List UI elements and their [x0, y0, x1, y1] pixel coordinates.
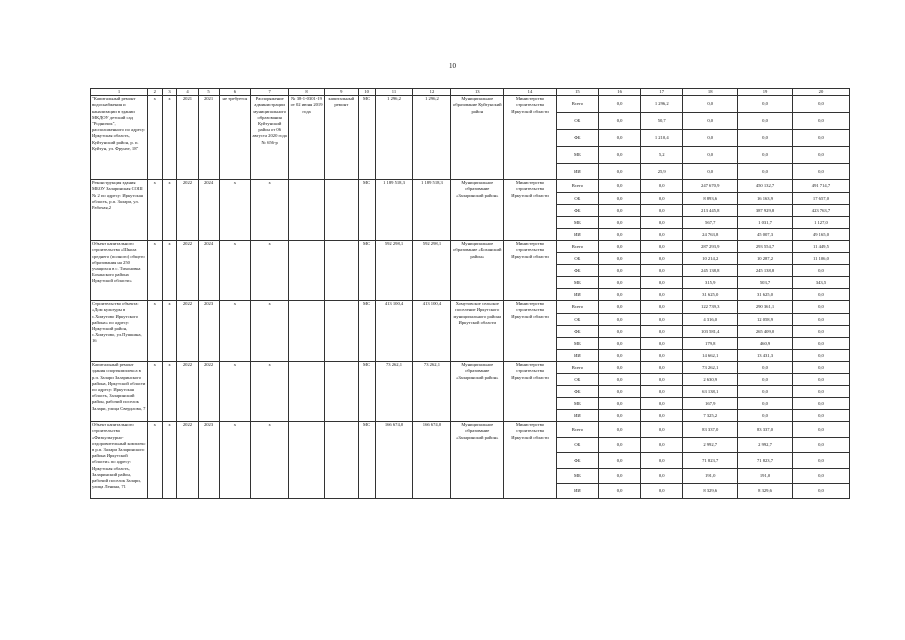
value-cell: 31 625,0	[683, 289, 738, 301]
source-cell: ФБ	[556, 453, 598, 469]
project-cell-c6: х	[219, 301, 251, 362]
value-cell: 2 630,9	[683, 374, 738, 386]
column-number: 12	[413, 89, 451, 96]
project-cell-c10: МС	[358, 362, 375, 422]
project-cell-c11: 413 100,4	[375, 301, 413, 362]
value-cell: 71 823,7	[683, 453, 738, 469]
project-cell-c13: Муниципальное образование «Заларинский район»	[451, 362, 504, 422]
value-cell: 122 739,3	[683, 301, 738, 314]
value-cell: 191,0	[683, 469, 738, 484]
project-cell-c8	[289, 362, 325, 422]
column-number: 6	[219, 89, 251, 96]
value-cell: 0,0	[792, 301, 849, 314]
value-cell: 0,0	[641, 350, 683, 362]
project-cell-c2: х	[147, 241, 162, 301]
project-cell-c14: Министерство строительства Иркутской области	[504, 422, 557, 499]
value-cell: 0,0	[641, 326, 683, 338]
value-cell: 0,0	[683, 130, 738, 147]
value-cell: 49 165,0	[792, 229, 849, 241]
value-cell: 0,0	[792, 453, 849, 469]
value-cell: 191,0	[738, 469, 793, 484]
value-cell: 0,0	[738, 96, 793, 113]
value-cell: 0,0	[792, 398, 849, 410]
project-cell-c6: х	[219, 362, 251, 422]
project-cell-c10: МС	[358, 96, 375, 180]
project-cell-c5: 2023	[198, 422, 219, 499]
project-cell-c4: 2022	[177, 422, 198, 499]
value-cell: 0,0	[792, 362, 849, 374]
project-cell-c9	[324, 241, 358, 301]
column-number: 10	[358, 89, 375, 96]
column-number: 16	[598, 89, 640, 96]
projects-table	[90, 88, 850, 499]
value-cell: 0,0	[598, 253, 640, 265]
project-cell-c14: Министерство строительства Иркутской области	[504, 241, 557, 301]
value-cell: 0,0	[792, 130, 849, 147]
value-cell: 0,0	[641, 469, 683, 484]
value-cell: 31 625,0	[738, 289, 793, 301]
project-cell-c5: 2024	[198, 241, 219, 301]
value-cell: 0,0	[738, 398, 793, 410]
project-cell-c2: х	[147, 422, 162, 499]
source-cell: ОБ	[556, 113, 598, 130]
project-cell-c12: 73 262,1	[413, 362, 451, 422]
value-cell: 423 763,7	[792, 205, 849, 217]
project-name-cell: Строительство объекта: «Дом культуры в с.Хомутово Иркутского района» по адресу: Иркутский район, с.Хомутово, ул.Пушкина, 16	[91, 301, 148, 362]
project-cell-c7: х	[251, 180, 289, 241]
project-cell-c9	[324, 422, 358, 499]
project-cell-c4: 2022	[177, 180, 198, 241]
value-cell: 0,0	[792, 326, 849, 338]
value-cell: 0,0	[641, 180, 683, 193]
value-cell: 0,0	[738, 113, 793, 130]
value-cell: 1 210,4	[641, 130, 683, 147]
value-cell: 167,9	[683, 398, 738, 410]
value-cell: 0,0	[598, 147, 640, 164]
value-cell: 0,0	[792, 265, 849, 277]
project-cell-c14: Министерство строительства Иркутской области	[504, 362, 557, 422]
project-cell-c6: х	[219, 241, 251, 301]
value-cell: 24 763,8	[683, 229, 738, 241]
column-number: 4	[177, 89, 198, 96]
column-number: 3	[162, 89, 177, 96]
source-cell: ОБ	[556, 253, 598, 265]
column-number: 7	[251, 89, 289, 96]
project-cell-c5: 2021	[198, 96, 219, 180]
project-cell-c13: Муниципальное образование «Боханский район»	[451, 241, 504, 301]
source-cell: ИИ	[556, 164, 598, 180]
project-cell-c11: 73 262,1	[375, 362, 413, 422]
value-cell: 0,0	[738, 362, 793, 374]
project-cell-c9	[324, 180, 358, 241]
value-cell: 0,0	[598, 180, 640, 193]
value-cell: 14 662,1	[683, 350, 738, 362]
value-cell: 0,0	[792, 438, 849, 453]
project-cell-c11: 166 674,0	[375, 422, 413, 499]
project-cell-c12: 592 298,1	[413, 241, 451, 301]
value-cell: 0,0	[738, 386, 793, 398]
source-cell: ФБ	[556, 205, 598, 217]
value-cell: 0,0	[641, 229, 683, 241]
value-cell: 179,8	[683, 338, 738, 350]
project-cell-c11: 1 296,2	[375, 96, 413, 180]
value-cell: 0,0	[641, 277, 683, 289]
source-cell: ИИ	[556, 289, 598, 301]
value-cell: 0,0	[598, 453, 640, 469]
value-cell: 63 138,1	[683, 386, 738, 398]
project-name-cell: Реконструкция здания МБОУ Заларинская СОШ № 2 по адресу: Иркутская область, р.п. Залари, ул. Рабочая,2	[91, 180, 148, 241]
value-cell: 0,0	[738, 147, 793, 164]
project-cell-c7: х	[251, 301, 289, 362]
column-number: 19	[738, 89, 793, 96]
value-cell: 0,0	[598, 326, 640, 338]
source-cell: Всего	[556, 422, 598, 438]
value-cell: 13 431,3	[738, 350, 793, 362]
source-cell: ФБ	[556, 265, 598, 277]
value-cell: 0,0	[641, 386, 683, 398]
column-number: 2	[147, 89, 162, 96]
value-cell: 0,0	[641, 217, 683, 229]
source-cell: Всего	[556, 96, 598, 113]
project-cell-c13: Хомутовское сельское поселение Иркутского муниципального района Иркутской области	[451, 301, 504, 362]
value-cell: 17 657,0	[792, 193, 849, 205]
value-cell: 0,0	[641, 241, 683, 253]
value-cell: 343,5	[792, 277, 849, 289]
value-cell: 0,0	[641, 265, 683, 277]
value-cell: 10 287,2	[738, 253, 793, 265]
value-cell: 4 316,0	[683, 314, 738, 326]
value-cell: 1 296,2	[641, 96, 683, 113]
project-cell-c2: х	[147, 362, 162, 422]
project-cell-c10: МС	[358, 180, 375, 241]
value-cell: 0,0	[738, 410, 793, 422]
value-cell: 0,0	[598, 338, 640, 350]
value-cell: 0,0	[598, 350, 640, 362]
value-cell: 0,0	[598, 217, 640, 229]
value-cell: 0,0	[641, 362, 683, 374]
project-cell-c9: капитальный ремонт	[324, 96, 358, 180]
value-cell: 0,0	[792, 484, 849, 499]
value-cell: 0,0	[598, 130, 640, 147]
value-cell: 0,0	[792, 410, 849, 422]
column-number: 5	[198, 89, 219, 96]
project-cell-c3: х	[162, 241, 177, 301]
project-cell-c4: 2022	[177, 362, 198, 422]
project-cell-c8	[289, 241, 325, 301]
project-cell-c13: Муниципальное образование Куйтунский район	[451, 96, 504, 180]
value-cell: 245 138,8	[683, 265, 738, 277]
column-number: 11	[375, 89, 413, 96]
value-cell: 103 581,4	[683, 326, 738, 338]
project-cell-c11: 592 298,1	[375, 241, 413, 301]
value-cell: 0,0	[792, 386, 849, 398]
source-cell: Всего	[556, 180, 598, 193]
value-cell: 0,0	[792, 469, 849, 484]
value-cell: 12 058,9	[738, 314, 793, 326]
value-cell: 0,0	[792, 422, 849, 438]
value-cell: 0,0	[598, 386, 640, 398]
value-cell: 8 329,6	[738, 484, 793, 499]
column-number: 9	[324, 89, 358, 96]
table-row	[91, 362, 850, 374]
project-cell-c5: 2023	[198, 301, 219, 362]
source-cell: МБ	[556, 217, 598, 229]
project-cell-c14: Министерство строительства Иркутской области	[504, 301, 557, 362]
value-cell: 0,0	[792, 164, 849, 180]
value-cell: 16 163,9	[738, 193, 793, 205]
value-cell: 290 361,1	[738, 301, 793, 314]
project-cell-c2: х	[147, 301, 162, 362]
value-cell: 0,0	[598, 289, 640, 301]
project-cell-c6: не требуется	[219, 96, 251, 180]
source-cell: МБ	[556, 469, 598, 484]
value-cell: 503,7	[738, 277, 793, 289]
source-cell: МБ	[556, 338, 598, 350]
value-cell: 83 337,0	[683, 422, 738, 438]
value-cell: 0,0	[641, 374, 683, 386]
project-cell-c12: 166 674,0	[413, 422, 451, 499]
project-cell-c5: 2024	[198, 180, 219, 241]
column-number: 17	[641, 89, 683, 96]
source-cell: МБ	[556, 277, 598, 289]
value-cell: 8 329,6	[683, 484, 738, 499]
value-cell: 7 325,2	[683, 410, 738, 422]
source-cell: ОБ	[556, 374, 598, 386]
value-cell: 73 262,1	[683, 362, 738, 374]
value-cell: 2 992,7	[738, 438, 793, 453]
project-cell-c8	[289, 301, 325, 362]
value-cell: 0,0	[598, 422, 640, 438]
value-cell: 10 214,2	[683, 253, 738, 265]
column-number: 18	[683, 89, 738, 96]
value-cell: 0,0	[598, 438, 640, 453]
table-row	[91, 301, 850, 314]
project-cell-c12: 1 296,2	[413, 96, 451, 180]
value-cell: 0,0	[598, 229, 640, 241]
project-cell-c8	[289, 422, 325, 499]
project-cell-c7: х	[251, 241, 289, 301]
project-cell-c4: 2021	[177, 96, 198, 180]
value-cell: 83 337,0	[738, 422, 793, 438]
table-row	[91, 180, 850, 193]
value-cell: 0,0	[598, 265, 640, 277]
value-cell: 0,0	[641, 338, 683, 350]
value-cell: 0,0	[641, 398, 683, 410]
column-number: 8	[289, 89, 325, 96]
value-cell: 0,0	[598, 398, 640, 410]
column-number: 15	[556, 89, 598, 96]
project-cell-c2: х	[147, 96, 162, 180]
value-cell: 0,0	[598, 301, 640, 314]
project-cell-c14: Министерство строительства Иркутской области	[504, 180, 557, 241]
value-cell: 5,2	[641, 147, 683, 164]
value-cell: 0,0	[598, 410, 640, 422]
value-cell: 0,0	[641, 289, 683, 301]
value-cell: 213 445,8	[683, 205, 738, 217]
source-cell: ФБ	[556, 326, 598, 338]
value-cell: 0,0	[792, 374, 849, 386]
value-cell: 0,0	[598, 469, 640, 484]
value-cell: 245 138,8	[738, 265, 793, 277]
project-cell-c9	[324, 362, 358, 422]
project-cell-c4: 2022	[177, 241, 198, 301]
value-cell: 0,0	[598, 314, 640, 326]
project-cell-c8	[289, 180, 325, 241]
value-cell: 0,0	[641, 422, 683, 438]
header-row	[91, 89, 850, 96]
value-cell: 0,0	[598, 113, 640, 130]
source-cell: ИИ	[556, 229, 598, 241]
project-cell-c10: МС	[358, 241, 375, 301]
value-cell: 45 007,3	[738, 229, 793, 241]
value-cell: 0,0	[792, 338, 849, 350]
value-cell: 0,0	[598, 241, 640, 253]
value-cell: 0,0	[683, 113, 738, 130]
project-cell-c6: х	[219, 422, 251, 499]
value-cell: 0,0	[641, 253, 683, 265]
value-cell: 0,0	[598, 374, 640, 386]
value-cell: 8 893,6	[683, 193, 738, 205]
value-cell: 0,0	[792, 289, 849, 301]
project-cell-c12: 413 100,4	[413, 301, 451, 362]
value-cell: 315,9	[683, 277, 738, 289]
project-cell-c6: х	[219, 180, 251, 241]
value-cell: 25,9	[641, 164, 683, 180]
project-cell-c9	[324, 301, 358, 362]
project-cell-c3: х	[162, 422, 177, 499]
value-cell: 0,0	[738, 130, 793, 147]
value-cell: 0,0	[641, 484, 683, 499]
table-row	[91, 96, 850, 113]
source-cell: ОБ	[556, 314, 598, 326]
project-cell-c7: х	[251, 422, 289, 499]
column-number: 14	[504, 89, 557, 96]
value-cell: 0,0	[598, 193, 640, 205]
column-number: 1	[91, 89, 148, 96]
value-cell: 491 714,7	[792, 180, 849, 193]
project-cell-c4: 2022	[177, 301, 198, 362]
value-cell: 0,0	[641, 205, 683, 217]
source-cell: ФБ	[556, 386, 598, 398]
project-name-cell: Объект капитального строительства «Школа среднего (полного) общего образования на 250 учащихся в с. Тихоновка Боханского района Иркутской области»	[91, 241, 148, 301]
value-cell: 2 992,7	[683, 438, 738, 453]
project-cell-c2: х	[147, 180, 162, 241]
value-cell: 0,0	[641, 438, 683, 453]
column-number: 20	[792, 89, 849, 96]
value-cell: 387 929,8	[738, 205, 793, 217]
source-cell: ОБ	[556, 193, 598, 205]
project-cell-c3: х	[162, 96, 177, 180]
value-cell: 293 554,7	[738, 241, 793, 253]
project-cell-c3: х	[162, 180, 177, 241]
value-cell: 0,0	[641, 314, 683, 326]
value-cell: 0,0	[792, 147, 849, 164]
source-cell: ФБ	[556, 130, 598, 147]
project-name-cell: Капитальный ремонт здания спорткомплекса в р.п. Залари Заларинского района, Иркутской области по адресу: Иркутская область, Заларинский район, рабочий поселок Залари, улица Свердлова, 7	[91, 362, 148, 422]
value-cell: 11 449,5	[792, 241, 849, 253]
source-cell: ИИ	[556, 410, 598, 422]
source-cell: МБ	[556, 398, 598, 410]
value-cell: 247 670,9	[683, 180, 738, 193]
value-cell: 265 409,0	[738, 326, 793, 338]
column-number: 13	[451, 89, 504, 96]
project-cell-c10: МС	[358, 422, 375, 499]
value-cell: 0,0	[683, 147, 738, 164]
value-cell: 0,0	[641, 193, 683, 205]
source-cell: ИИ	[556, 484, 598, 499]
project-cell-c12: 1 189 518,3	[413, 180, 451, 241]
value-cell: 0,0	[641, 301, 683, 314]
value-cell: 0,0	[683, 164, 738, 180]
value-cell: 460,9	[738, 338, 793, 350]
value-cell: 0,0	[683, 96, 738, 113]
project-cell-c5: 2022	[198, 362, 219, 422]
source-cell: Всего	[556, 241, 598, 253]
value-cell: 0,0	[641, 453, 683, 469]
source-cell: МБ	[556, 147, 598, 164]
source-cell: ОБ	[556, 438, 598, 453]
value-cell: 0,0	[598, 484, 640, 499]
project-cell-c7: х	[251, 362, 289, 422]
value-cell: 1 031,7	[738, 217, 793, 229]
value-cell: 567,7	[683, 217, 738, 229]
value-cell: 0,0	[738, 164, 793, 180]
page-number: 10	[449, 62, 456, 70]
value-cell: 287 293,9	[683, 241, 738, 253]
table-row	[91, 422, 850, 438]
table-row	[91, 241, 850, 253]
value-cell: 0,0	[641, 410, 683, 422]
project-cell-c11: 1 189 518,3	[375, 180, 413, 241]
project-cell-c13: Муниципальное образование «Заларинский район»	[451, 422, 504, 499]
value-cell: 0,0	[598, 164, 640, 180]
project-cell-c13: Муниципальное образование «Заларинский район»	[451, 180, 504, 241]
value-cell: 0,0	[598, 277, 640, 289]
value-cell: 0,0	[792, 350, 849, 362]
project-cell-c10: МС	[358, 301, 375, 362]
project-cell-c3: х	[162, 362, 177, 422]
value-cell: 11 106,0	[792, 253, 849, 265]
value-cell: 71 823,7	[738, 453, 793, 469]
value-cell: 0,0	[598, 96, 640, 113]
value-cell: 0,0	[792, 96, 849, 113]
source-cell: Всего	[556, 362, 598, 374]
value-cell: 0,0	[598, 362, 640, 374]
project-cell-c14: Министерство строительства Иркутской области	[504, 96, 557, 180]
source-cell: ИИ	[556, 350, 598, 362]
value-cell: 50,7	[641, 113, 683, 130]
project-name-cell: "Капитальный ремонт водоснабжения и канализации в здании МКДОУ детский сад "Родничок", расположенного по адресу: Иркутская область, Куйтунский район, р. п. Куйтун, ул. Фрунзе, 18"	[91, 96, 148, 180]
value-cell: 0,0	[792, 314, 849, 326]
project-cell-c3: х	[162, 301, 177, 362]
project-name-cell: Объект капитального строительства «Физкультурно-оздоровительный комплекс в р.п. Залари Заларинского района Иркутской области» по адресу: Иркутская область, Заларинский район, рабочий поселок Залари, улица Ленина, 71	[91, 422, 148, 499]
value-cell: 1 127,0	[792, 217, 849, 229]
value-cell: 450 132,7	[738, 180, 793, 193]
project-cell-c8: № 38-1-0301-19 от 02 июня 2019 года	[289, 96, 325, 180]
value-cell: 0,0	[738, 374, 793, 386]
value-cell: 0,0	[598, 205, 640, 217]
project-cell-c7: Распоряжение администрации муниципального образования Куйтунский район от 06 августа 2020 года № 656-р	[251, 96, 289, 180]
source-cell: Всего	[556, 301, 598, 314]
value-cell: 0,0	[792, 113, 849, 130]
